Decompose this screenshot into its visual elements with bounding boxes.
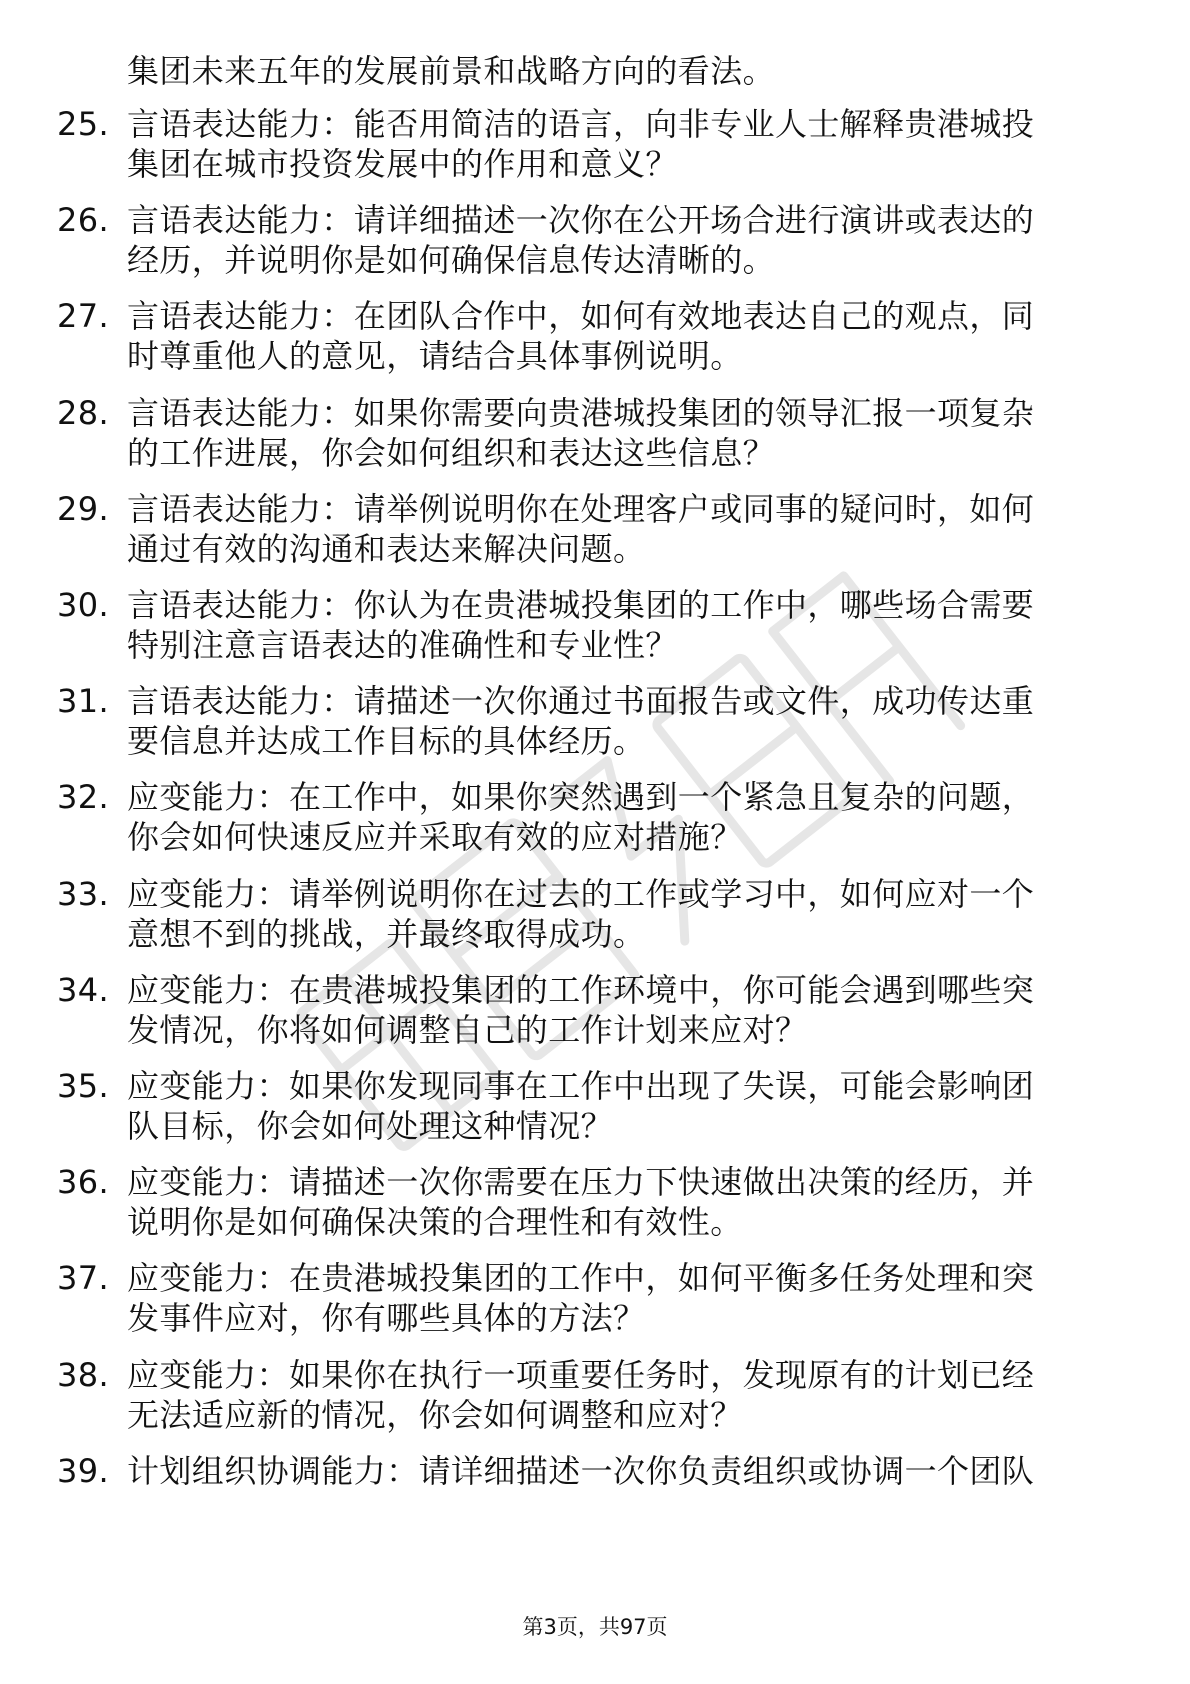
question-text: 特别注意言语表达的准确性和专业性？ bbox=[127, 626, 678, 664]
question-text: 言语表达能力：请描述一次你通过书面报告或文件，成功传达重 bbox=[127, 682, 1035, 721]
question-number: 39. bbox=[57, 1451, 110, 1490]
question-number: 37. bbox=[57, 1259, 110, 1298]
question-text: 时尊重他人的意见，请结合具体事例说明。 bbox=[127, 337, 743, 376]
question-text: 发事件应对，你有哪些具体的方法？ bbox=[127, 1299, 646, 1338]
question-number: 34. bbox=[57, 970, 110, 1009]
question-text: 通过有效的沟通和表达来解决问题。 bbox=[127, 529, 646, 568]
question-text: 应变能力：如果你发现同事在工作中出现了失误，可能会影响团 bbox=[127, 1067, 1035, 1105]
question-text: 言语表达能力：请详细描述一次你在公开场合进行演讲或表达的 bbox=[127, 201, 1035, 240]
question-text: 意想不到的挑战，并最终取得成功。 bbox=[127, 914, 646, 953]
question-number: 25. bbox=[57, 105, 110, 143]
question-number: 26. bbox=[57, 201, 110, 240]
question-text: 集团在城市投资发展中的作用和意义？ bbox=[127, 145, 678, 183]
question-text: 言语表达能力：能否用简洁的语言，向非专业人士解释贵港城投 bbox=[127, 105, 1035, 143]
question-text: 应变能力：如果你在执行一项重要任务时，发现原有的计划已经 bbox=[127, 1355, 1035, 1394]
question-number: 38. bbox=[57, 1355, 110, 1394]
question-text: 计划组织协调能力：请详细描述一次你负责组织或协调一个团队 bbox=[127, 1451, 1035, 1490]
question-number: 29. bbox=[57, 489, 110, 528]
question-text: 应变能力：在工作中，如果你突然遇到一个紧急且复杂的问题， bbox=[127, 778, 1035, 817]
question-text: 言语表达能力：如果你需要向贵港城投集团的领导汇报一项复杂 bbox=[127, 393, 1035, 432]
question-text: 你会如何快速反应并采取有效的应对措施？ bbox=[127, 818, 743, 857]
question-text: 应变能力：请描述一次你需要在压力下快速做出决策的经历，并 bbox=[127, 1163, 1035, 1202]
question-text: 说明你是如何确保决策的合理性和有效性。 bbox=[127, 1203, 743, 1242]
question-text: 言语表达能力：在团队合作中，如何有效地表达自己的观点，同 bbox=[127, 297, 1035, 336]
question-number: 32. bbox=[57, 778, 110, 817]
question-text: 发情况，你将如何调整自己的工作计划来应对？ bbox=[127, 1010, 808, 1049]
continuation-text: 集团未来五年的发展前景和战略方向的看法。 bbox=[127, 52, 776, 90]
page-footer: 第3页，共97页 bbox=[522, 1615, 668, 1639]
question-number: 27. bbox=[57, 297, 110, 336]
question-text: 无法适应新的情况，你会如何调整和应对？ bbox=[127, 1395, 743, 1434]
question-text: 队目标，你会如何处理这种情况？ bbox=[127, 1107, 614, 1145]
question-number: 36. bbox=[57, 1163, 110, 1202]
question-text: 应变能力：在贵港城投集团的工作环境中，你可能会遇到哪些突 bbox=[127, 970, 1035, 1009]
question-text: 言语表达能力：请举例说明你在处理客户或同事的疑问时，如何 bbox=[127, 489, 1035, 528]
question-text: 应变能力：请举例说明你在过去的工作或学习中，如何应对一个 bbox=[127, 874, 1035, 913]
question-text: 的工作进展，你会如何组织和表达这些信息？ bbox=[127, 433, 776, 472]
question-number: 31. bbox=[57, 682, 110, 721]
question-number: 28. bbox=[57, 393, 110, 432]
question-text: 要信息并达成工作目标的具体经历。 bbox=[127, 722, 646, 761]
question-text: 应变能力：在贵港城投集团的工作中，如何平衡多任务处理和突 bbox=[127, 1259, 1035, 1298]
question-text: 言语表达能力：你认为在贵港城投集团的工作中，哪些场合需要 bbox=[127, 586, 1035, 624]
question-text: 经历，并说明你是如何确保信息传达清晰的。 bbox=[127, 241, 776, 280]
question-number: 35. bbox=[57, 1067, 110, 1105]
question-number: 33. bbox=[57, 874, 110, 913]
question-number: 30. bbox=[57, 586, 110, 624]
